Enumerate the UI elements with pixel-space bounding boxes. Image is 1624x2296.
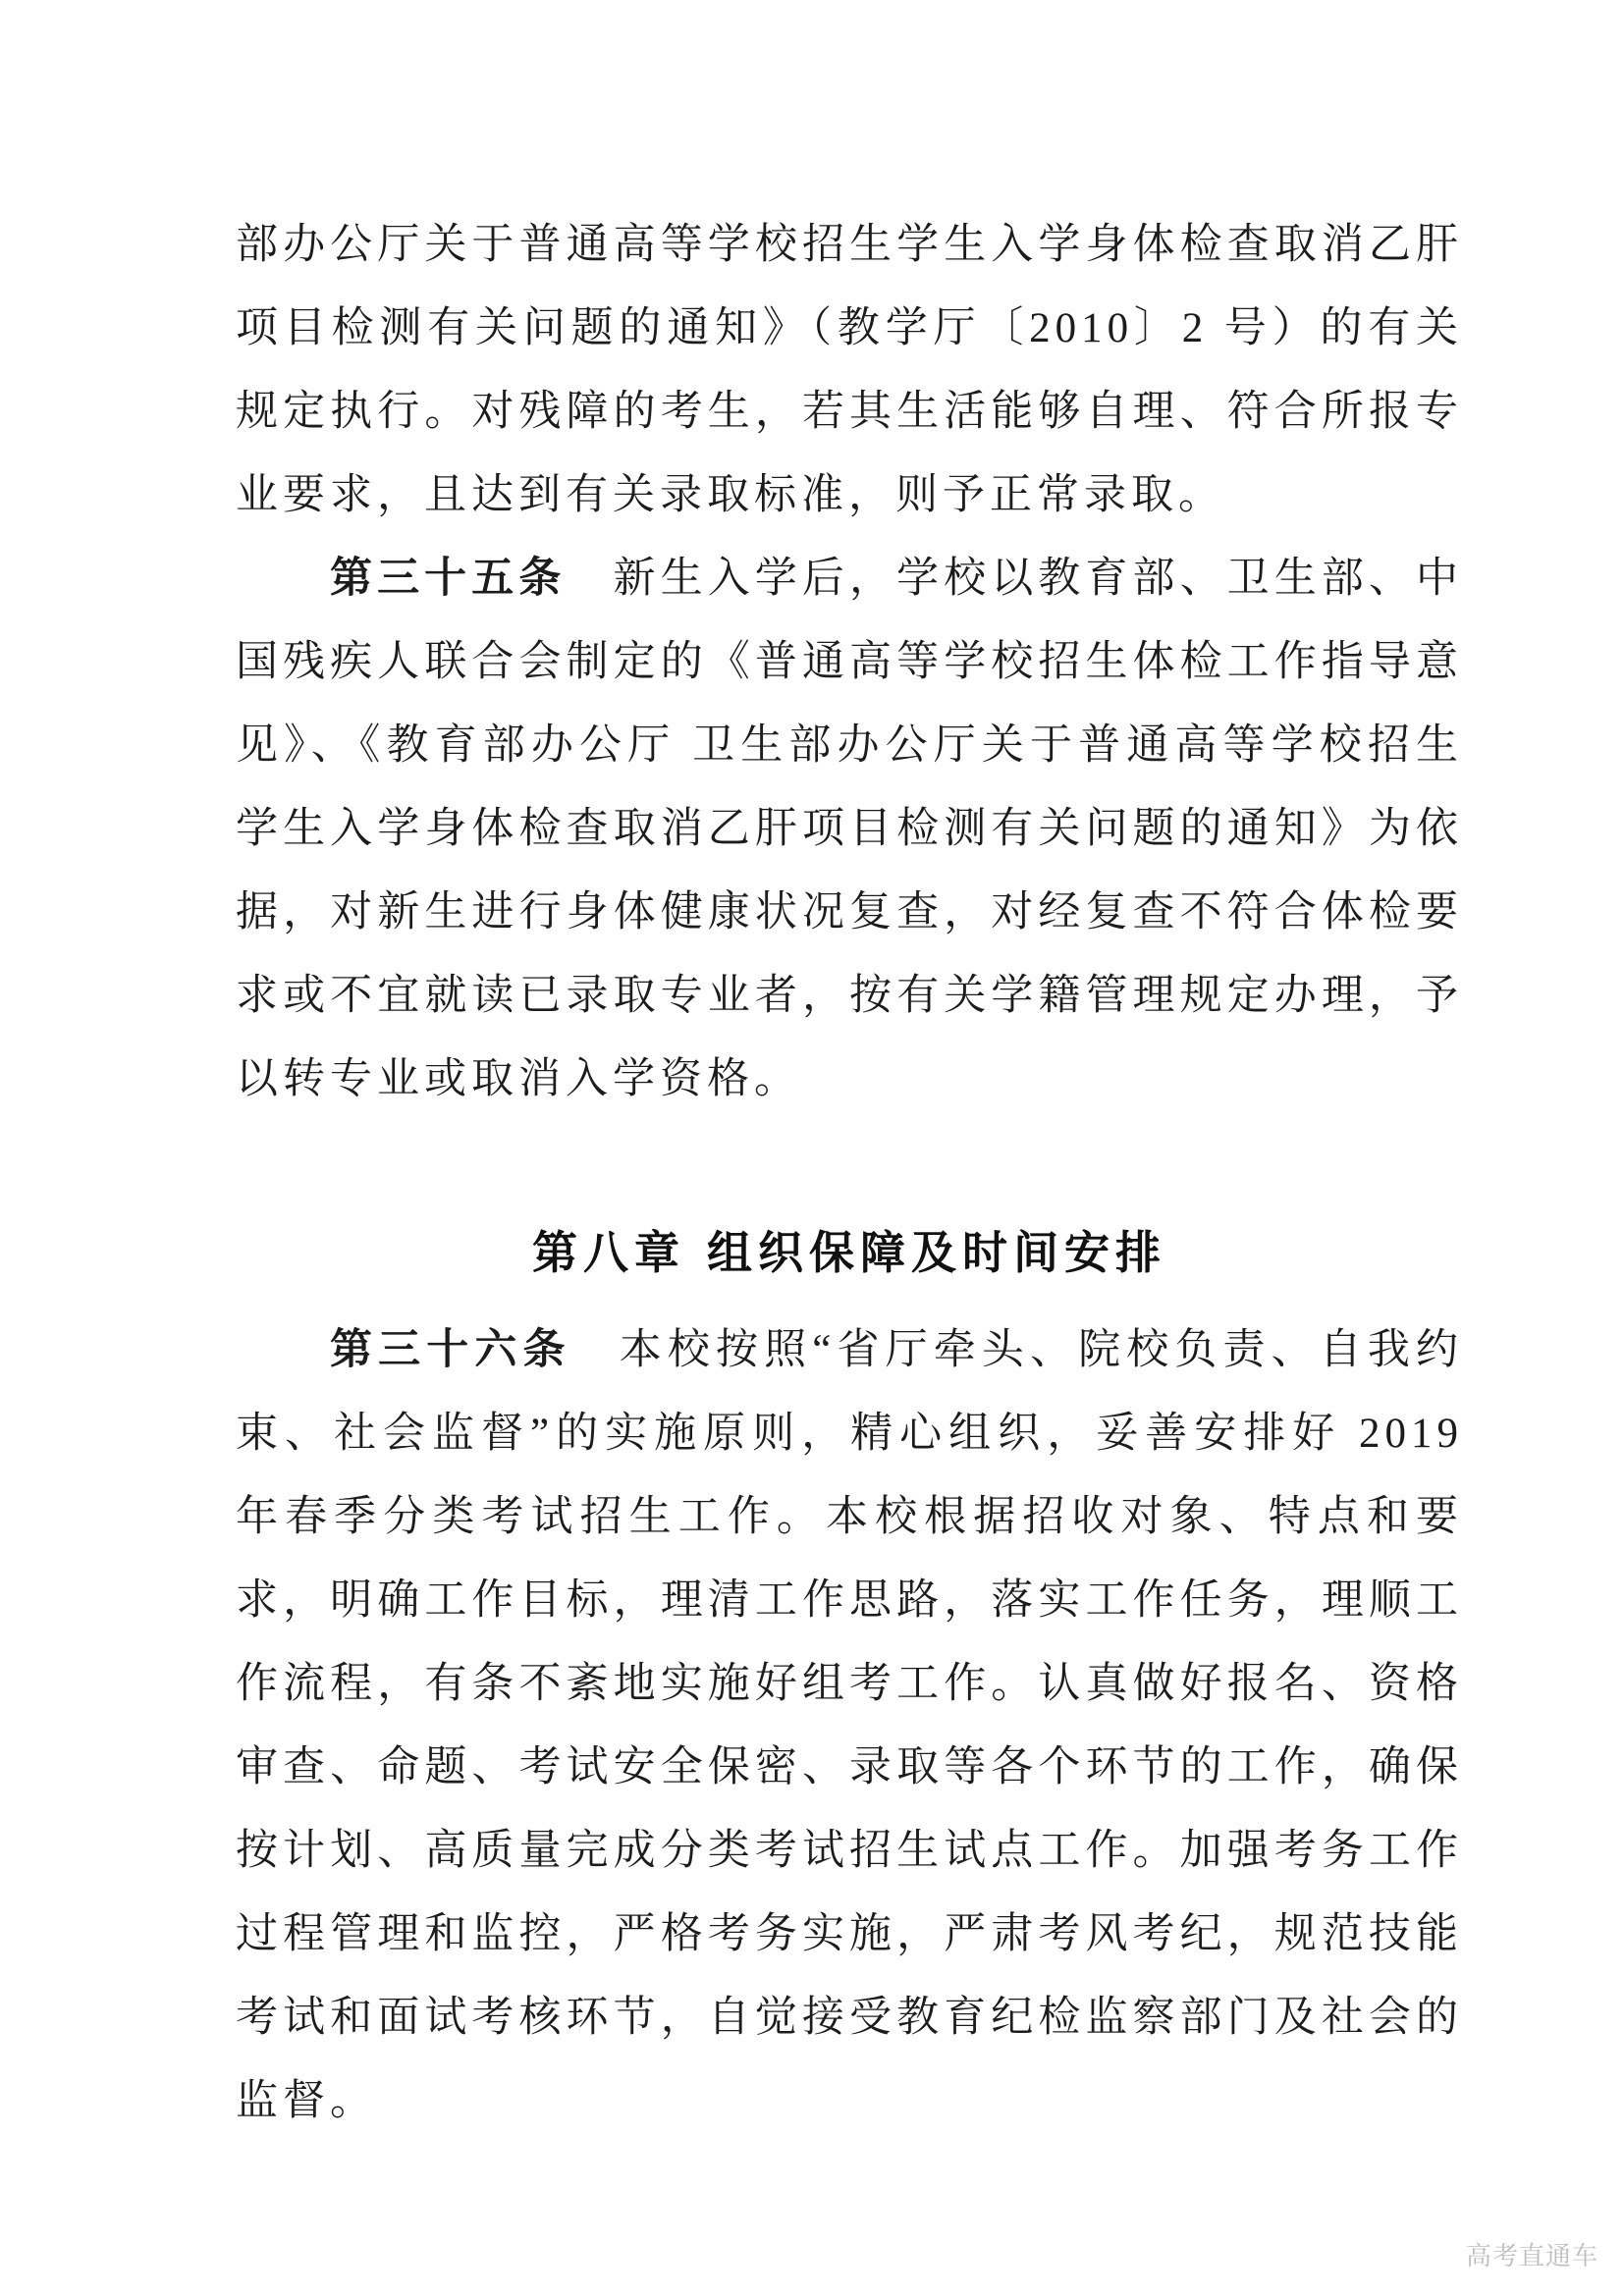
document-body	[236, 203, 1463, 2143]
chapter-heading: 第八章 组织保障及时间安排	[531, 1226, 1166, 1279]
watermark: 高考直通车	[1465, 2242, 1598, 2271]
article-36-number: 第三十六条	[330, 1327, 571, 1373]
paragraph-article-36	[236, 1308, 1463, 2143]
article-35-text: 新生入学后，学校以教育部、卫生部、中国残疾人联合会制定的《普通高等学校招生体检工作指导意见》、《教育部办公厅 卫生部办公厅关于普通高等学校招生学生入学身体检查取消乙肝项目检测有关问题的通知》为依据，对新生进行身体健康状况复查，对经复查不符合体检要求或不宜就读已录取专业者，按有关学籍管理规定办理，予以转专业或取消入学资格。	[236, 556, 1464, 1102]
article-36-text: 本校按照“省厅牵头、院校负责、自我约束、社会监督”的实施原则，精心组织，妥善安排好 2019 年春季分类考试招生工作。本校根据招收对象、特点和要求，明确工作目标，理清工作思路，落实工作任务，理顺工作流程，有条不紊地实施好组考工作。认真做好报名、资格审查、命题、考试安全保密、录取等各个环节的工作，确保按计划、高质量完成分类考试招生试点工作。加强考务工作过程管理和监控，严格考务实施，严肃考风考纪，规范技能考试和面试考核环节，自觉接受教育纪检监察部门及社会的监督。	[236, 1327, 1464, 2124]
article-35-number: 第三十五条	[330, 556, 567, 602]
paragraph-article-35	[236, 537, 1463, 1121]
paragraph-continuation: 部办公厅关于普通高等学校招生学生入学身体检查取消乙肝项目检测有关问题的通知》（教学厅〔2010〕2 号）的有关规定执行。对残障的考生，若其生活能够自理、符合所报专业要求，且达到有关录取标准，则予正常录取。	[236, 222, 1463, 518]
